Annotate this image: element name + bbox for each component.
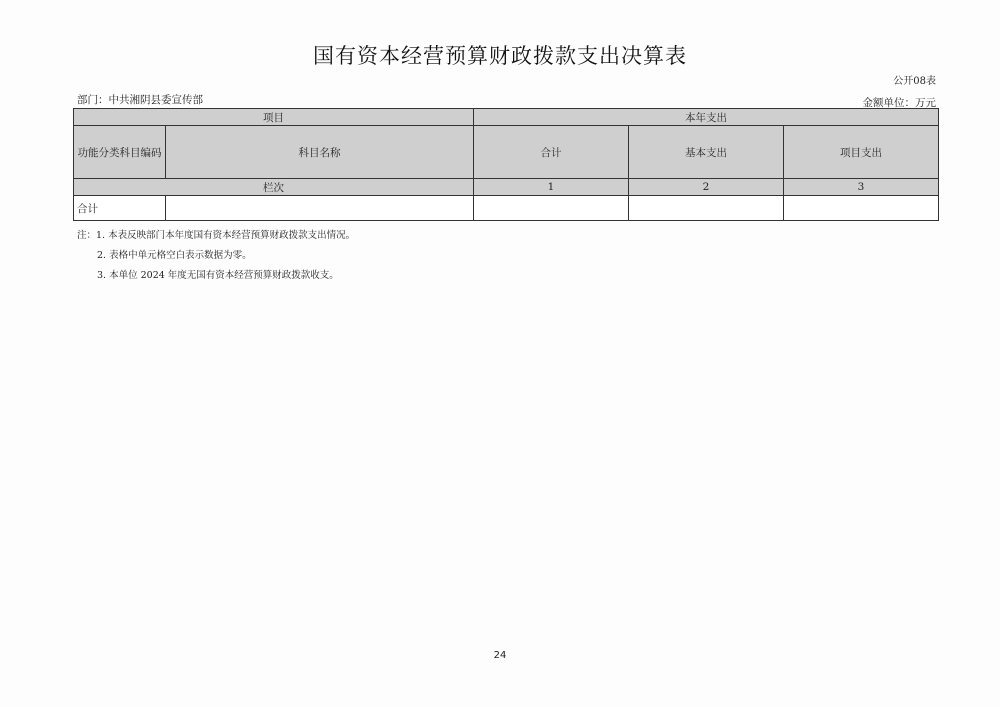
header-function-code: 功能分类科目编码 — [74, 126, 166, 179]
total-row-project-cell — [784, 196, 939, 221]
header-project: 项目 — [74, 109, 474, 126]
note-line-1: 注：1. 本表反映部门本年度国有资本经营预算财政拨款支出情况。 — [77, 230, 356, 241]
total-row-label: 合计 — [74, 196, 166, 221]
header-subject-name: 科目名称 — [166, 126, 474, 179]
header-current-year-expenditure: 本年支出 — [474, 109, 939, 126]
page-title: 国有资本经营预算财政拨款支出决算表 — [313, 44, 687, 68]
table-notes — [77, 226, 355, 286]
total-row-total-cell — [474, 196, 629, 221]
index-row-label: 栏次 — [74, 179, 474, 196]
amount-unit-label: 金额单位：万元 — [862, 97, 936, 109]
table-total-row — [74, 196, 939, 221]
index-total: 1 — [474, 179, 629, 196]
note-line-2: 2. 表格中单元格空白表示数据为零。 — [97, 250, 252, 261]
header-project-expenditure: 项目支出 — [784, 126, 939, 179]
header-total: 合计 — [474, 126, 629, 179]
index-project: 3 — [784, 179, 939, 196]
table-header-row-2 — [74, 126, 939, 179]
expenditure-table — [73, 108, 939, 221]
department-label: 部门：中共湘阴县委宣传部 — [77, 94, 203, 106]
note-line-3: 3. 本单位 2024 年度无国有资本经营预算财政拨款收支。 — [97, 270, 339, 281]
form-number: 公开08表 — [893, 76, 936, 87]
index-basic: 2 — [629, 179, 784, 196]
total-row-name-cell — [166, 196, 474, 221]
page-number: 24 — [493, 650, 507, 661]
table-header-row-1 — [74, 109, 939, 126]
total-row-basic-cell — [629, 196, 784, 221]
header-basic-expenditure: 基本支出 — [629, 126, 784, 179]
table-index-row — [74, 179, 939, 196]
